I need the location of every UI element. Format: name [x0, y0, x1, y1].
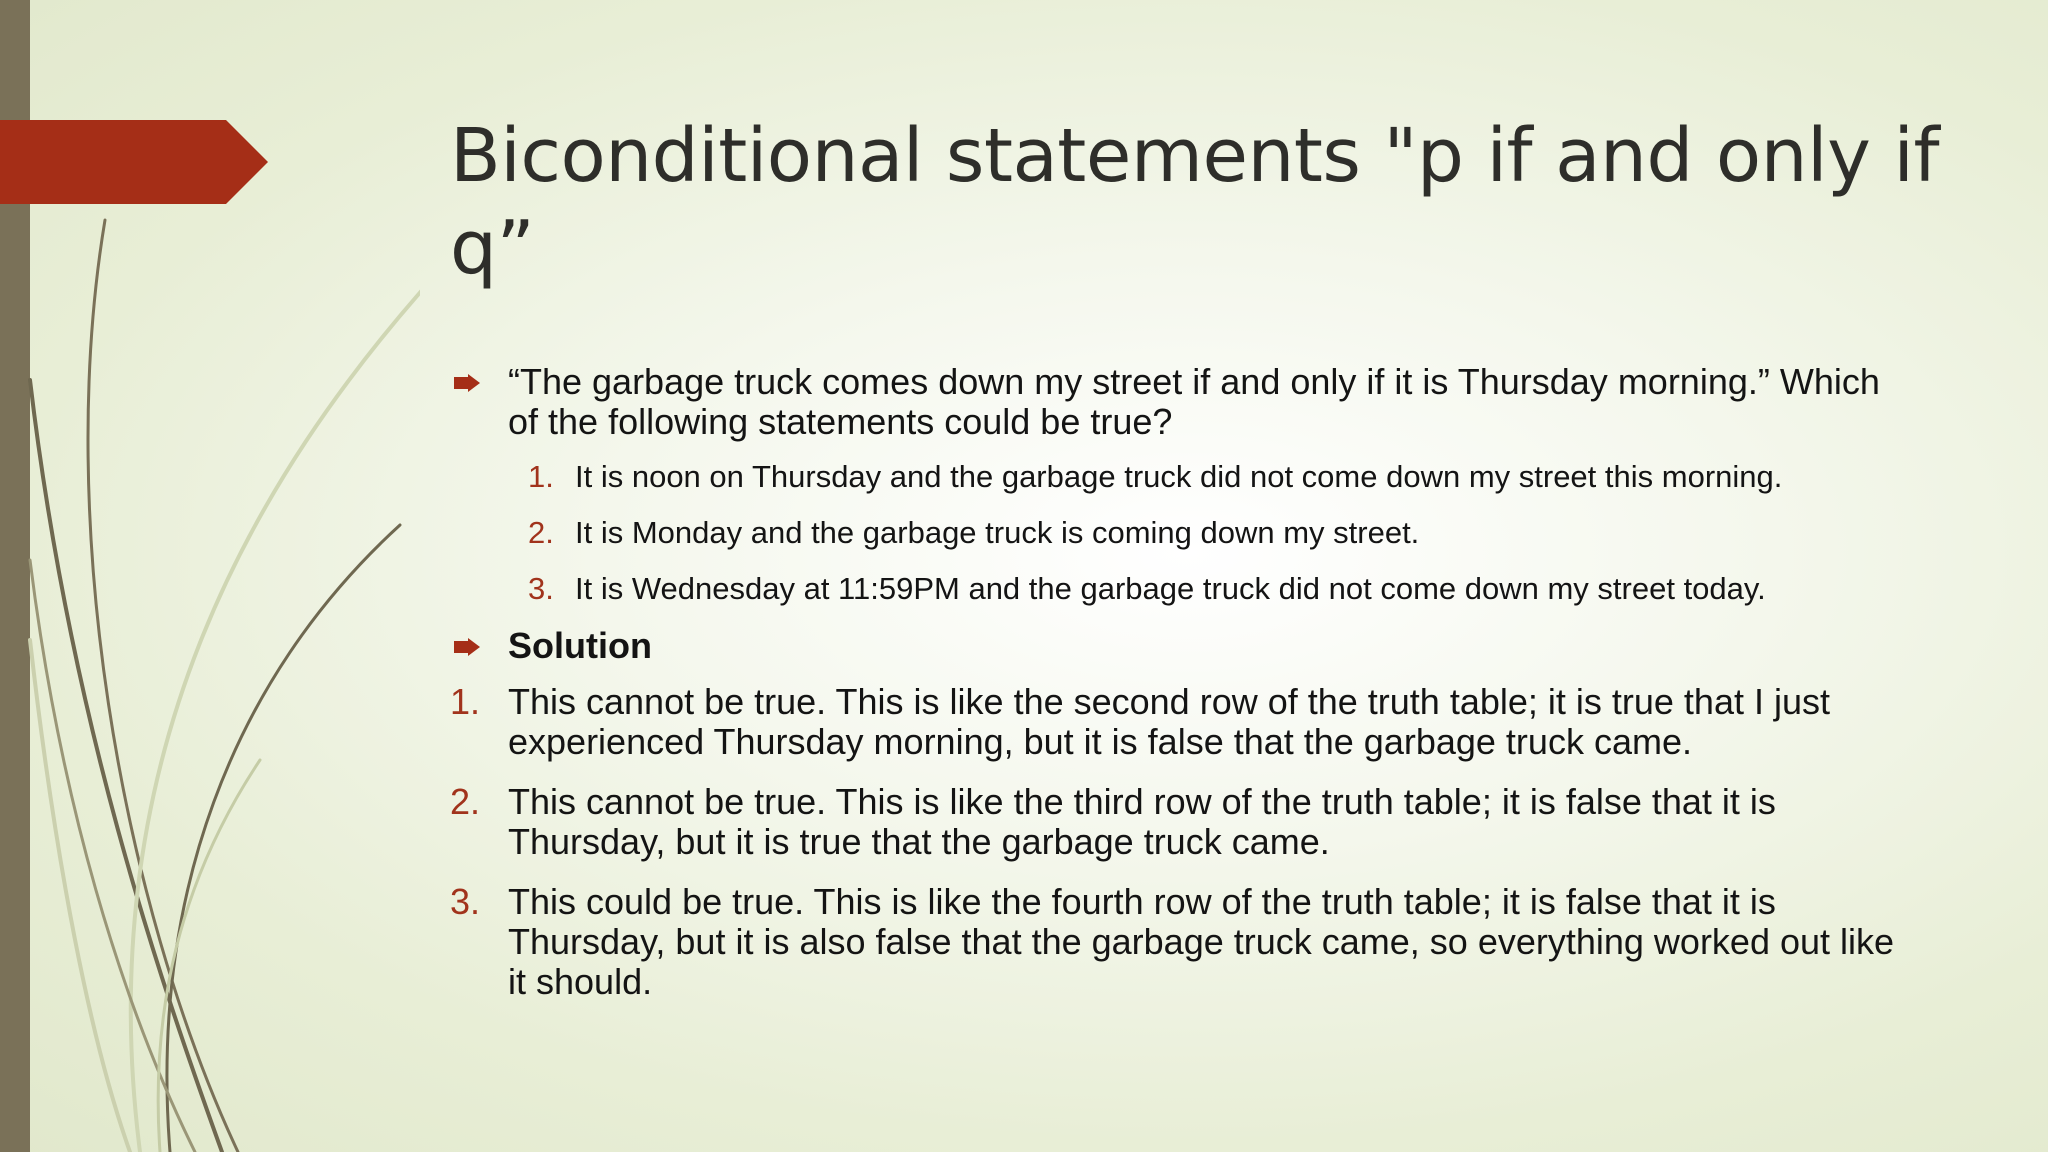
slide-title: Biconditional statements "p if and only if q” — [450, 113, 1940, 291]
solution-text: This cannot be true. This is like the third row of the truth table; it is false that it is Thursday, but it is true that the garbage truck came. — [508, 781, 1776, 862]
statement-text: It is noon on Thursday and the garbage truck did not come down my street this morning. — [575, 459, 1783, 494]
solution-number: 3. — [450, 881, 481, 922]
slide-body — [450, 362, 1910, 1022]
question-text: “The garbage truck comes down my street if and only if it is Thursday morning.” Which of the following statements could be true? — [508, 361, 1880, 442]
arrow-bullet-icon — [454, 374, 480, 392]
statement-number: 1. — [528, 459, 554, 494]
question-bullet — [450, 362, 1910, 442]
solution-bullet — [450, 626, 1910, 666]
solution-item — [450, 782, 1910, 862]
statement-number: 3. — [528, 571, 554, 606]
statement-text: It is Wednesday at 11:59PM and the garbage truck did not come down my street today. — [575, 571, 1766, 606]
solution-text: This cannot be true. This is like the second row of the truth table; it is true that I just experienced Thursday morning, but it is false that the garbage truck came. — [508, 681, 1830, 762]
statement-item — [450, 458, 1910, 496]
statement-item — [450, 514, 1910, 552]
arrow-bullet-icon — [454, 638, 480, 656]
solution-heading: Solution — [508, 625, 652, 666]
solution-item — [450, 682, 1910, 762]
statement-number: 2. — [528, 515, 554, 550]
solution-number: 1. — [450, 681, 481, 722]
statement-text: It is Monday and the garbage truck is coming down my street. — [575, 515, 1420, 550]
solution-number: 2. — [450, 781, 481, 822]
decorative-strokes — [0, 0, 420, 1152]
statement-item — [450, 570, 1910, 608]
solution-item — [450, 882, 1910, 1002]
title-marker-arrow — [0, 120, 268, 204]
solution-text: This could be true. This is like the fourth row of the truth table; it is false that it is Thursday, but it is also false that the garbage truck came, so everything worked out like it should. — [508, 881, 1895, 1002]
